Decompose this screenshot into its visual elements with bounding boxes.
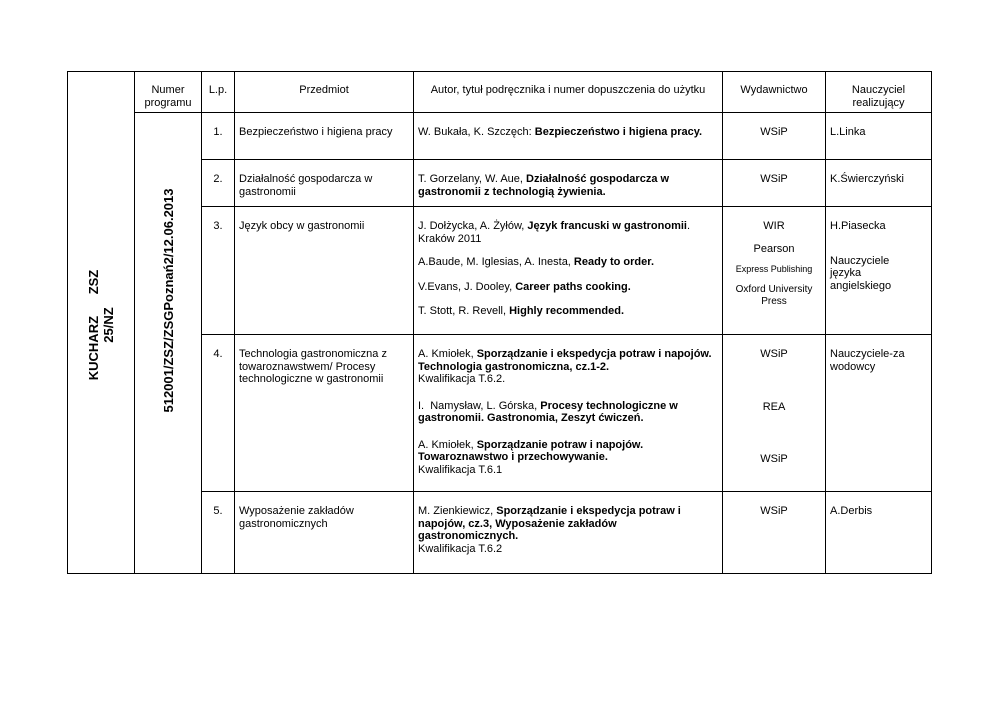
publisher: WSiP (760, 453, 788, 465)
teacher-cell (826, 207, 932, 335)
publisher: Oxford University Press (735, 283, 813, 307)
subject-cell: Wyposażenie zakładów gastronomicznych (235, 492, 414, 574)
book-authors: J. Dołżycka, A. Żyłów, (418, 220, 528, 232)
specialty-cell (68, 72, 135, 574)
lp-cell: 1. (202, 113, 235, 160)
teacher-cell: A.Derbis (826, 492, 932, 574)
book-authors: A. Kmiołek, (418, 438, 477, 451)
subject-cell: Język obcy w gastronomii (235, 207, 414, 335)
book-extra: Kwalifikacja T.6.1 (418, 463, 503, 476)
book-cell (414, 335, 723, 492)
program-code: 512001/ZSZ/ZSGPoznań2/12.06.2013 (161, 188, 176, 413)
header-wydawnictwo: Wydawnictwo (723, 72, 826, 113)
teacher-cell: L.Linka (826, 113, 932, 160)
book-title: Sporządzanie potraw i napojów. Towaroznawstwo i przechowywanie. (418, 438, 644, 463)
book-title: Bezpieczeństwo i higiena pracy. (534, 126, 703, 138)
book-cell (414, 207, 723, 335)
book-authors: A.Baude, M. Iglesias, A. Inesta, (418, 256, 574, 268)
publisher: WIR (763, 220, 785, 232)
book-entry (418, 281, 718, 294)
program-code-cell (135, 113, 202, 574)
header-numer: Numer programu (135, 72, 202, 113)
subject-cell: Działalność gospodarcza w gastronomii (235, 160, 414, 207)
book-title: Ready to order. (573, 256, 654, 268)
book-title: Działalność gospodarcza w gastronomii z technologią żywienia. (418, 173, 670, 198)
book-entry (418, 220, 718, 245)
book-entry (418, 439, 718, 477)
publisher-cell (723, 335, 826, 492)
specialty-line2: 25/NZ (101, 307, 116, 343)
header-nauczyciel: Nauczyciel realizujący (826, 72, 932, 113)
teacher: Nauczyciele języka angielskiego (830, 254, 892, 292)
teacher-cell: Nauczyciele-zawodowcy (826, 335, 932, 492)
book-title: Sporządzanie i ekspedycja potraw i napojów, cz.3, Wyposażenie zakładów gastronomicznych. (418, 505, 681, 542)
book-authors: A. Kmiołek, (418, 348, 477, 360)
book-entry (418, 305, 718, 318)
book-extra: . Kraków 2011 (418, 220, 691, 245)
book-cell (414, 160, 723, 207)
book-extra: Kwalifikacja T.6.2. (418, 373, 506, 385)
publisher-cell: WSiP (723, 492, 826, 574)
lp-cell: 5. (202, 492, 235, 574)
publisher-cell: WSiP (723, 113, 826, 160)
textbook-table (67, 71, 932, 574)
book-cell (414, 113, 723, 160)
publisher-cell: WSiP (723, 160, 826, 207)
book-title: Sporządzanie i ekspedycja potraw i napojów. Technologia gastronomiczna, cz.1-2. (418, 348, 712, 373)
lp-cell: 3. (202, 207, 235, 335)
header-lp: L.p. (202, 72, 235, 113)
book-entry (418, 256, 718, 269)
header-przedmiot: Przedmiot (235, 72, 414, 113)
book-cell (414, 492, 723, 574)
book-title: Highly recommended. (509, 305, 625, 317)
publisher: REA (762, 400, 786, 413)
publisher: Express Publishing (735, 264, 813, 274)
book-extra: Kwalifikacja T.6.2 (418, 542, 503, 555)
book-authors: T. Stott, R. Revell, (418, 305, 510, 317)
publisher: WSiP (760, 348, 788, 360)
subject-cell: Bezpieczeństwo i higiena pracy (235, 113, 414, 160)
book-title: Język francuski w gastronomii (527, 220, 687, 232)
book-authors: M. Zienkiewicz, (418, 505, 497, 517)
lp-cell: 4. (202, 335, 235, 492)
specialty-line1: KUCHARZ ZSZ (86, 269, 101, 381)
header-row (68, 72, 932, 113)
publisher-cell (723, 207, 826, 335)
table-row (68, 113, 932, 160)
book-entry (418, 348, 718, 386)
book-authors: W. Bukała, K. Szczęch: (418, 126, 535, 138)
book-authors: I. Namysław, L. Górska, (418, 399, 541, 412)
header-autor: Autor, tytuł podręcznika i numer dopuszczenia do użytku (414, 72, 723, 113)
book-entry (418, 400, 718, 425)
book-authors: V.Evans, J. Dooley, (418, 280, 516, 293)
subject-cell: Technologia gastronomiczna z towaroznawstwem/ Procesy technologiczne w gastronomii (235, 335, 414, 492)
teacher-cell: K.Świerczyński (826, 160, 932, 207)
lp-cell: 2. (202, 160, 235, 207)
teacher: H.Piasecka (830, 220, 886, 232)
publisher: Pearson (753, 242, 795, 255)
book-authors: T. Gorzelany, W. Aue, (418, 173, 527, 185)
book-title: Career paths cooking. (515, 280, 631, 293)
specialty-label (86, 180, 116, 470)
book-title: Procesy technologiczne w gastronomii. Gastronomia, Zeszyt ćwiczeń. (418, 399, 678, 424)
